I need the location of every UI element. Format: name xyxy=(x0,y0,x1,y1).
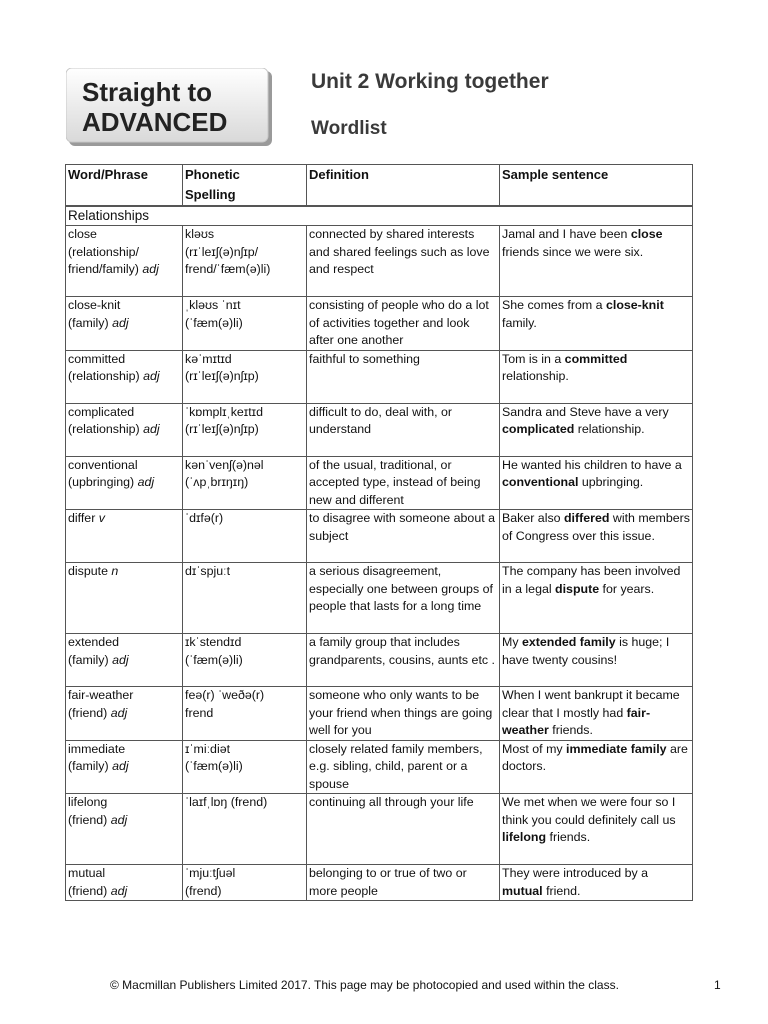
table-row xyxy=(66,456,693,510)
highlighted-term: differed xyxy=(563,511,610,525)
phonetic-cell xyxy=(183,634,307,687)
word-text: complicated xyxy=(68,404,135,419)
phonetic-text: ˈdɪfə(r) xyxy=(185,511,224,525)
phonetic-cell xyxy=(183,297,307,351)
part-of-speech: adj xyxy=(112,315,129,330)
definition-cell: consisting of people who do a lot of activities together and look after one another xyxy=(307,297,500,351)
sentence-text: friends. xyxy=(548,723,593,737)
sentence-text: Tom is in a xyxy=(502,351,565,366)
highlighted-term: committed xyxy=(564,351,628,366)
section-title: Relationships xyxy=(66,206,693,226)
logo-line2: ADVANCED xyxy=(82,107,228,137)
sample-sentence-cell xyxy=(500,403,693,456)
word-text: (friend) xyxy=(68,883,108,898)
phonetic-cell xyxy=(183,456,307,510)
word-text: mutual xyxy=(68,866,106,880)
phonetic-text: feə(r) ˈweðə(r) xyxy=(185,688,265,702)
word-text: committed xyxy=(68,351,126,366)
table-row xyxy=(66,297,693,351)
word-cell xyxy=(66,456,183,510)
definition-cell: someone who only wants to be your friend when things are going well for you xyxy=(307,687,500,741)
phonetic-text: (rɪˈleɪʃ(ə)nʃɪp) xyxy=(185,369,259,383)
part-of-speech: adj xyxy=(143,369,160,383)
sentence-text: with members of Congress over this issue. xyxy=(502,511,690,543)
sentence-text: friends. xyxy=(546,830,591,844)
sentence-text: He wanted his children to have a xyxy=(502,457,682,472)
sentence-text: We met when we were four so I think you could definitely call us xyxy=(502,795,676,827)
phonetic-text: frend xyxy=(185,705,214,720)
sentence-text: The company has been involved in a legal xyxy=(502,564,681,596)
sentence-text: relationship. xyxy=(574,422,645,436)
sentence-text: friend. xyxy=(542,883,581,898)
column-header-phonetic-line2: Spelling xyxy=(185,187,236,202)
table-row xyxy=(66,794,693,865)
word-cell xyxy=(66,740,183,794)
word-text: (family) xyxy=(68,759,109,773)
phonetic-cell xyxy=(183,740,307,794)
word-cell xyxy=(66,865,183,901)
sentence-text: Jamal and I have been xyxy=(502,227,631,241)
phonetic-text: frend/ˈfæm(ə)li) xyxy=(185,262,271,276)
table-row xyxy=(66,634,693,687)
table-row xyxy=(66,403,693,456)
part-of-speech: adj xyxy=(142,262,159,276)
word-cell xyxy=(66,510,183,563)
word-cell xyxy=(66,350,183,403)
sentence-text: family. xyxy=(502,315,537,330)
table-row xyxy=(66,350,693,403)
definition-cell: faithful to something xyxy=(307,350,500,403)
highlighted-term: fair-weather xyxy=(502,705,651,737)
highlighted-term: lifelong xyxy=(502,830,547,844)
phonetic-text: ˈkɒmplɪˌkeɪtɪd xyxy=(185,404,263,419)
table-row xyxy=(66,687,693,741)
definition-cell: difficult to do, deal with, or understand xyxy=(307,403,500,456)
highlighted-term: complicated xyxy=(502,422,575,436)
sample-sentence-cell xyxy=(500,226,693,297)
phonetic-text: ˈmjuːtʃuəl xyxy=(185,866,236,880)
sentence-text: Most of my xyxy=(502,741,567,756)
word-text: (friend) xyxy=(68,812,108,827)
sentence-text: My xyxy=(502,635,522,649)
sentence-text: are doctors. xyxy=(502,741,688,773)
part-of-speech: adj xyxy=(110,705,128,720)
wordlist-table xyxy=(65,164,693,901)
word-text: (relationship/ xyxy=(68,244,139,259)
highlighted-term: close xyxy=(630,227,663,241)
sample-sentence-cell xyxy=(500,687,693,741)
word-text: (relationship) xyxy=(68,369,140,383)
word-cell xyxy=(66,226,183,297)
word-cell xyxy=(66,634,183,687)
phonetic-cell xyxy=(183,563,307,634)
sentence-text: They were introduced by a xyxy=(502,866,649,880)
phonetic-text: ˈlaɪfˌlɒŋ (frend) xyxy=(185,795,268,809)
part-of-speech: adj xyxy=(112,652,129,667)
sentence-text: for years. xyxy=(599,581,655,596)
phonetic-cell xyxy=(183,226,307,297)
part-of-speech: adj xyxy=(112,759,129,773)
phonetic-text: (ˈfæm(ə)li) xyxy=(185,759,243,773)
phonetic-text: kəˈmɪtɪd xyxy=(185,351,232,366)
word-text: (relationship) xyxy=(68,422,140,436)
word-text: friend/family) xyxy=(68,262,139,276)
sample-sentence-cell xyxy=(500,297,693,351)
phonetic-text: (rɪˈleɪʃ(ə)nʃɪp/ xyxy=(185,244,259,259)
highlighted-term: close-knit xyxy=(605,298,664,312)
column-header-word: Word/Phrase xyxy=(66,165,183,207)
definition-cell: connected by shared interests and shared feelings such as love and respect xyxy=(307,226,500,297)
part-of-speech: adj xyxy=(110,812,128,827)
word-cell xyxy=(66,297,183,351)
definition-cell: of the usual, traditional, or accepted type, instead of being new and different xyxy=(307,456,500,510)
phonetic-text: ˌkləʊs ˈnɪt xyxy=(185,298,241,312)
part-of-speech: adj xyxy=(137,475,155,489)
definition-cell: a family group that includes grandparents, cousins, aunts etc . xyxy=(307,634,500,687)
phonetic-cell xyxy=(183,794,307,865)
sample-sentence-cell xyxy=(500,350,693,403)
highlighted-term: immediate family xyxy=(566,741,667,756)
word-text: immediate xyxy=(68,741,126,756)
phonetic-text: ɪˈmiːdiət xyxy=(185,741,231,756)
word-cell xyxy=(66,794,183,865)
word-text: extended xyxy=(68,635,119,649)
word-text: fair-weather xyxy=(68,688,134,702)
footer-copyright: © Macmillan Publishers Limited 2017. This page may be photocopied and used within the class. xyxy=(110,978,619,992)
definition-cell: continuing all through your life xyxy=(307,794,500,865)
table-row xyxy=(66,740,693,794)
sentence-text: is huge; I have twenty cousins! xyxy=(502,635,670,667)
phonetic-text: (ˈʌpˌbrɪŋɪŋ) xyxy=(185,475,249,489)
word-text: differ xyxy=(68,511,96,525)
sentence-text: upbringing. xyxy=(578,475,644,489)
definition-cell: belonging to or true of two or more people xyxy=(307,865,500,901)
sample-sentence-cell xyxy=(500,510,693,563)
phonetic-cell xyxy=(183,865,307,901)
column-header-sample-sentence: Sample sentence xyxy=(500,165,693,207)
phonetic-text: (rɪˈleɪʃ(ə)nʃɪp) xyxy=(185,422,259,436)
wordlist-title: Wordlist xyxy=(311,118,387,139)
table-row xyxy=(66,865,693,901)
part-of-speech: adj xyxy=(143,422,160,436)
phonetic-text: (ˈfæm(ə)li) xyxy=(185,652,243,667)
sentence-text: friends since we were six. xyxy=(502,244,644,259)
word-cell xyxy=(66,403,183,456)
phonetic-text: (ˈfæm(ə)li) xyxy=(185,315,243,330)
table-header-row xyxy=(66,165,693,207)
word-text: (family) xyxy=(68,315,109,330)
phonetic-cell xyxy=(183,687,307,741)
definition-cell: closely related family members, e.g. sibling, child, parent or a spouse xyxy=(307,740,500,794)
word-text: (friend) xyxy=(68,705,108,720)
page-number: 1 xyxy=(714,978,721,992)
phonetic-cell xyxy=(183,350,307,403)
part-of-speech: n xyxy=(111,564,119,578)
word-text: (family) xyxy=(68,652,109,667)
phonetic-text: (frend) xyxy=(185,883,222,898)
phonetic-text: dɪˈspjuːt xyxy=(185,564,231,578)
phonetic-cell xyxy=(183,510,307,563)
section-row xyxy=(66,206,693,226)
word-cell xyxy=(66,687,183,741)
definition-cell: to disagree with someone about a subject xyxy=(307,510,500,563)
phonetic-text: ɪkˈstendɪd xyxy=(185,635,242,649)
phonetic-text: kləʊs xyxy=(185,227,215,241)
straight-to-advanced-logo xyxy=(66,68,274,148)
word-text: close xyxy=(68,227,97,241)
word-cell xyxy=(66,563,183,634)
unit-title: Unit 2 Working together xyxy=(311,70,549,93)
word-text: close-knit xyxy=(68,298,121,312)
word-text: lifelong xyxy=(68,795,108,809)
table-row xyxy=(66,510,693,563)
part-of-speech: adj xyxy=(110,883,128,898)
sentence-text: When I went bankrupt it became clear that I mostly had xyxy=(502,688,680,720)
definition-cell: a serious disagreement, especially one between groups of people that lasts for a long time xyxy=(307,563,500,634)
sentence-text: She comes from a xyxy=(502,298,606,312)
phonetic-cell xyxy=(183,403,307,456)
phonetic-text: kənˈvenʃ(ə)nəl xyxy=(185,457,264,472)
sample-sentence-cell xyxy=(500,634,693,687)
sample-sentence-cell xyxy=(500,456,693,510)
sentence-text: relationship. xyxy=(502,369,569,383)
table-row xyxy=(66,563,693,634)
highlighted-term: conventional xyxy=(502,475,579,489)
part-of-speech: v xyxy=(98,511,105,525)
sample-sentence-cell xyxy=(500,865,693,901)
word-text: conventional xyxy=(68,457,138,472)
highlighted-term: dispute xyxy=(555,581,600,596)
highlighted-term: extended family xyxy=(521,635,616,649)
column-header-phonetic-line1: Phonetic xyxy=(185,167,240,182)
sample-sentence-cell xyxy=(500,740,693,794)
sentence-text: Sandra and Steve have a very xyxy=(502,404,669,419)
logo-line1: Straight to xyxy=(82,77,212,107)
table-row xyxy=(66,226,693,297)
sample-sentence-cell xyxy=(500,794,693,865)
word-text: dispute xyxy=(68,564,108,578)
word-text: (upbringing) xyxy=(68,475,135,489)
column-header-phonetic xyxy=(183,165,307,207)
sentence-text: Baker also xyxy=(502,511,564,525)
sample-sentence-cell xyxy=(500,563,693,634)
highlighted-term: mutual xyxy=(502,883,543,898)
column-header-definition: Definition xyxy=(307,165,500,207)
